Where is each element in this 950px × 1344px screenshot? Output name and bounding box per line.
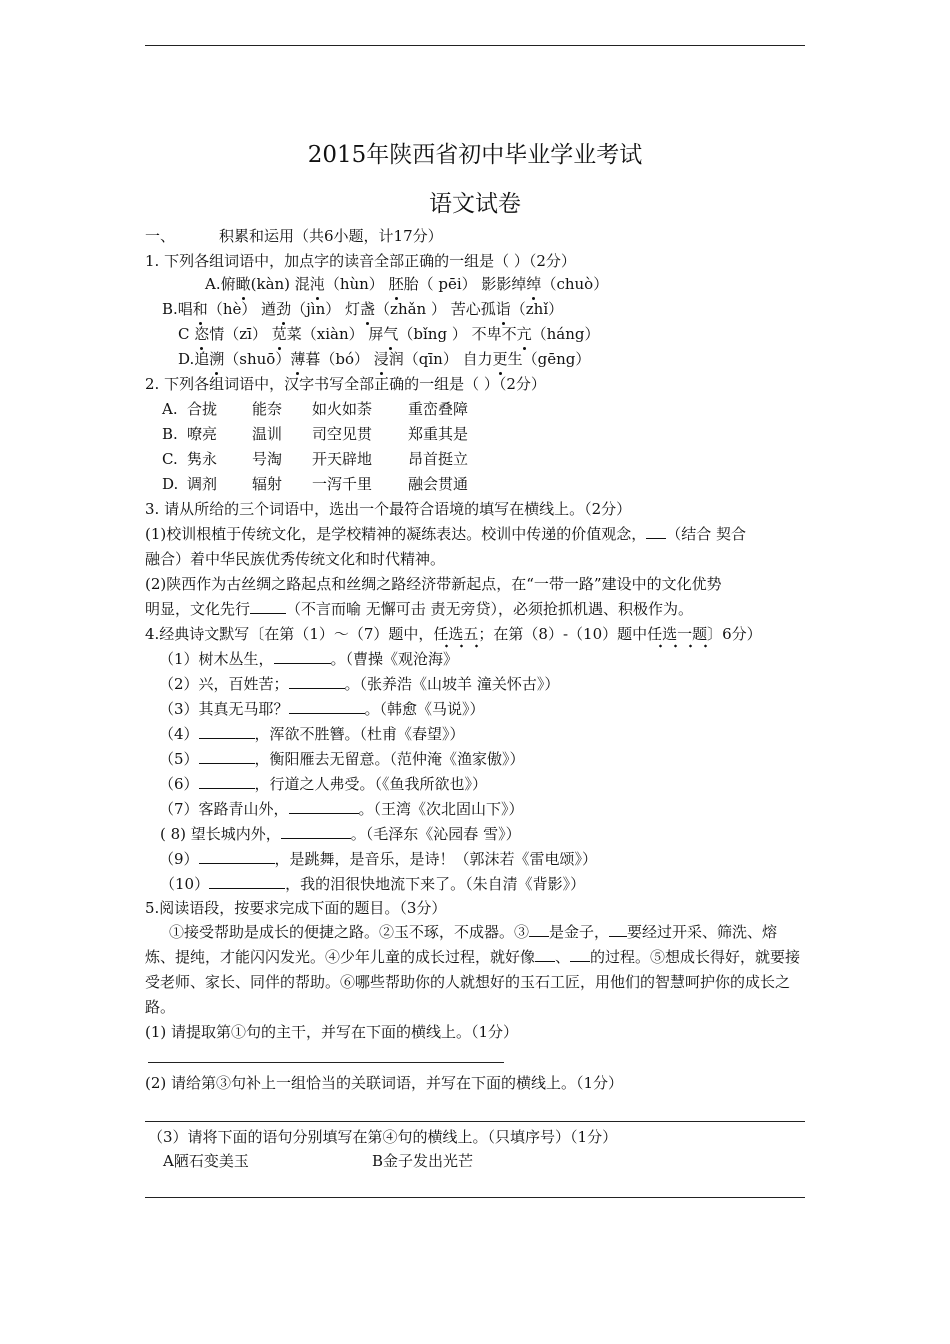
q5-sub2: (2) 请给第③句补上一组恰当的关联词语，并写在下面的横线上。（1分） bbox=[145, 1074, 624, 1092]
q5-option-a: A陋石变美玉 bbox=[163, 1152, 249, 1170]
q2-word: 昂首挺立 bbox=[408, 450, 469, 468]
answer-blank[interactable] bbox=[199, 749, 255, 764]
answer-blank[interactable] bbox=[609, 922, 627, 937]
bottom-rule bbox=[145, 1197, 805, 1198]
q2-word: 号淘 bbox=[252, 450, 283, 468]
q1-option-c: C 恣情（zī） 苋菜（xiàn） 屏气（bǐng ） 不卑不亢（háng） bbox=[178, 325, 600, 343]
q3-part2-line2: 明显，文化先行 （不言而喻 无懈可击 责无旁贷），必须抢抓机遇、积极作为。 bbox=[145, 600, 694, 618]
q5-sub3: （3）请将下面的语句分别填写在第④句的横线上。（只填序号）（1分） bbox=[148, 1128, 618, 1146]
answer-blank[interactable] bbox=[289, 799, 359, 814]
answer-blank[interactable] bbox=[529, 922, 549, 937]
q2-word: 能奈 bbox=[252, 400, 283, 418]
q1-option-d: D.追溯（shuō）薄暮（bó） 浸润（qīn） 自力更生（gēng） bbox=[178, 350, 591, 368]
q2-word: 司空见贯 bbox=[312, 425, 373, 443]
q1-option-b: B.唱和（hè） 遒劲（jìn） 灯盏（zhǎn ） 苦心孤诣（zhǐ） bbox=[162, 300, 564, 318]
q2-word: 融会贯通 bbox=[408, 475, 469, 493]
q4-item: ( 8) 望长城内外， 。（毛泽东《沁园春 雪》） bbox=[160, 825, 521, 843]
q4-item: （9） ，是跳舞，是音乐，是诗！（郭沫若《雷电颂》） bbox=[159, 850, 598, 868]
q4-item: （7）客路青山外， 。（王湾《次北固山下》） bbox=[159, 800, 524, 818]
answer-blank[interactable] bbox=[281, 824, 351, 839]
exam-title: 2015年陕西省初中毕业学业考试 bbox=[307, 142, 643, 168]
exam-subtitle: 语文试卷 bbox=[429, 191, 521, 217]
q5-passage: ①接受帮助是成长的便捷之路。②玉不琢，不成器。③ 是金子， 要经过开采、筛洗、熔炼、提纯，才能闪闪发光。④少年儿童的成长过程，就好像 、 的过程。⑤想成长得好，就要接受老师、家长、同伴的帮助。⑥哪些帮助你的人就想好的玉石工匠，用他们的智慧呵护你的成长之路。 bbox=[145, 923, 801, 1016]
answer-blank[interactable] bbox=[199, 724, 255, 739]
q1-option-a: A.俯瞰(kàn) 混沌（hùn） 胚胎（ pēi） 影影绰绰（chuò） bbox=[205, 275, 609, 293]
q4-item: （2）兴，百姓苦； 。（张养浩《山坡羊 潼关怀古》） bbox=[159, 675, 560, 693]
q2-word: 辐射 bbox=[252, 475, 283, 493]
q3-part2-line1: (2)陕西作为古丝绸之路起点和丝绸之路经济带新起点，在“一带一路”建设中的文化优势 bbox=[145, 575, 722, 593]
answer-blank[interactable] bbox=[250, 599, 286, 614]
q4-stem: 4.经典诗文默写〔在第（1）～（7）题中，任选五；在第（8）-（10）题中任选一题〕6分） bbox=[145, 624, 762, 644]
top-rule bbox=[145, 45, 805, 46]
q2-word: 合拢 bbox=[187, 400, 218, 418]
q3-part1-line1: (1)校训根植于传统文化，是学校精神的凝练表达。校训中传递的价值观念， （结合 契合 bbox=[145, 525, 747, 543]
q2-word: 嘹亮 bbox=[187, 425, 218, 443]
answer-blank[interactable] bbox=[535, 947, 555, 962]
section-title: 积累和运用（共6小题，计17分） bbox=[219, 227, 443, 245]
q4-item: （10） ，我的泪很快地流下来了。（朱自清《背影》） bbox=[160, 875, 586, 893]
q5-sub1: (1) 请提取第①句的主干，并写在下面的横线上。（1分） bbox=[145, 1023, 519, 1041]
q3-part1-line2: 融合）着中华民族优秀传统文化和时代精神。 bbox=[145, 550, 446, 568]
q2-option-label: B. bbox=[162, 425, 178, 443]
answer-blank[interactable] bbox=[646, 524, 666, 539]
q4-item: （3）其真无马耶？ 。（韩愈《马说》） bbox=[159, 700, 485, 718]
q2-word: 隽永 bbox=[187, 450, 218, 468]
q2-option-label: D. bbox=[162, 475, 179, 493]
answer-blank[interactable] bbox=[199, 849, 275, 864]
answer-blank[interactable] bbox=[274, 649, 331, 664]
q2-word: 如火如荼 bbox=[312, 400, 373, 418]
answer-blank[interactable] bbox=[209, 874, 285, 889]
q4-item: （6） ，行道之人弗受。（《鱼我所欲也》） bbox=[159, 775, 488, 793]
answer-blank[interactable] bbox=[289, 699, 365, 714]
q4-item: （4） ，浑欲不胜簪。（杜甫《春望》） bbox=[159, 725, 465, 743]
q1-stem: 1. 下列各组词语中，加点字的读音全部正确的一组是（ ）（2分） bbox=[145, 252, 576, 270]
q2-word: 一泻千里 bbox=[312, 475, 373, 493]
q2-word: 郑重其是 bbox=[408, 425, 469, 443]
q2-stem: 2. 下列各组词语中，汉字书写全部正确的一组是（ ）（2分） bbox=[145, 375, 546, 393]
q4-item: （5） ，衡阳雁去无留意。（范仲淹《渔家傲》） bbox=[159, 750, 525, 768]
answer-line-2[interactable] bbox=[145, 1121, 805, 1122]
answer-line-1[interactable] bbox=[148, 1062, 504, 1063]
q2-word: 温训 bbox=[252, 425, 283, 443]
q5-option-b: B金子发出光芒 bbox=[372, 1152, 474, 1170]
q2-word: 调剂 bbox=[187, 475, 218, 493]
answer-blank[interactable] bbox=[199, 774, 255, 789]
q4-item: （1）树木丛生， 。（曹操《观沧海》 bbox=[159, 650, 459, 668]
q3-stem: 3. 请从所给的三个词语中，选出一个最符合语境的填写在横线上。（2分） bbox=[145, 500, 632, 518]
q2-word: 开天辟地 bbox=[312, 450, 373, 468]
q2-option-label: C. bbox=[162, 450, 178, 468]
q5-stem: 5.阅读语段，按要求完成下面的题目。（3分） bbox=[145, 899, 447, 917]
answer-blank[interactable] bbox=[289, 674, 345, 689]
q2-option-label: A. bbox=[162, 400, 178, 418]
answer-blank[interactable] bbox=[570, 947, 590, 962]
section-heading bbox=[145, 226, 443, 246]
section-number: 一、 bbox=[145, 227, 176, 245]
q2-word: 重峦叠障 bbox=[408, 400, 469, 418]
